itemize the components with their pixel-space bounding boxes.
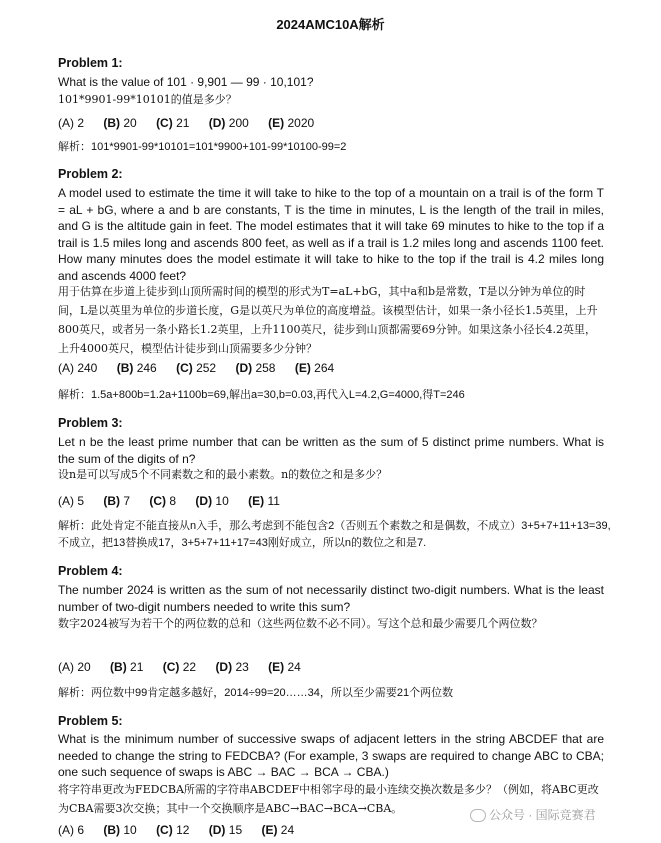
choice-b: (B) 7 — [103, 494, 131, 508]
choice-e: (E) 24 — [261, 823, 295, 837]
choice-c: (C) 21 — [156, 116, 190, 130]
problem-4-chinese: 数字2024被写为若干个的两位数的总和（这些两位数不必不同）。写这个总和最少需要几个两位数？ — [58, 617, 543, 630]
problem-3-heading: Problem 3: — [58, 416, 123, 430]
problem-4-english: The number 2024 is written as the sum of not necessarily distinct two-digit numbers. What is the least number of two-digit numbers needed to write this sum? — [58, 583, 604, 614]
choice-d: (D) 200 — [208, 116, 249, 130]
choice-a: (A) 6 — [58, 823, 85, 837]
problem-5-choices — [58, 823, 310, 837]
choice-c: (C) 22 — [162, 660, 197, 674]
problem-5-chinese: 将字符串更改为FEDCBA所需的字符串ABCDEF中相邻字母的最小连续交换次数是多少？（例如，将ABC更改为CBA需要3次交换；其中一个交换顺序是ABC→BAC→BCA→CBA。 — [58, 783, 599, 815]
choice-b: (B) 20 — [103, 116, 137, 130]
choice-d: (D) 23 — [215, 660, 249, 674]
choice-d: (D) 258 — [235, 361, 276, 375]
page-title: 2024AMC10A解析 — [276, 17, 385, 32]
problem-1-chinese: 101*9901-99*10101的值是多少？ — [58, 93, 237, 106]
choice-d: (D) 10 — [195, 494, 229, 508]
problem-2-chinese: 用于估算在步道上徒步到山顶所需时间的模型的形式为T=aL+bG，其中a和b是常数，T是以分钟为单位的时间，L是以英里为单位的步道长度，G是以英尺为单位的高度增益。该模型估计，如果一条小径长1.5英里，上升800英尺，或者另一条小路长1.2英里，上升1100英尺，徒步到山顶都需要69分钟。如果这条小径长4.2英里，上升4000英尺，模型估计徒步到山顶需要多少分钟？ — [58, 285, 598, 355]
problem-1-solution: 解析：101*9901-99*10101=101*9900+101-99*10100-99=2 — [58, 141, 347, 153]
choice-b: (B) 10 — [103, 823, 137, 837]
choice-a: (A) 240 — [58, 361, 98, 375]
choice-a: (A) 20 — [58, 660, 91, 674]
choice-b: (B) 246 — [116, 361, 157, 375]
choice-e: (E) 2020 — [268, 116, 315, 130]
choice-c: (C) 8 — [149, 494, 177, 508]
problem-4-solution: 解析：两位数中99肯定越多越好，2014÷99=20……34，所以至少需要21个两位数 — [58, 687, 454, 699]
choice-e: (E) 24 — [268, 660, 301, 674]
choice-a: (A) 5 — [58, 494, 85, 508]
problem-4-heading: Problem 4: — [58, 564, 123, 578]
problem-3-english: Let n be the least prime number that can be written as the sum of 5 distinct prime numbers. What is the sum of the digits of n? — [58, 435, 604, 466]
choice-c: (C) 12 — [156, 823, 190, 837]
choice-e: (E) 11 — [248, 494, 280, 508]
problem-4-choices — [58, 660, 317, 674]
problem-3-solution: 解析：此处肯定不能直接从n入手，那么考虑到不能包含2（否则五个素数之和是偶数，不成立）3+5+7+11+13=39,不成立，把13替换成17，3+5+7+11+17=43刚好成立，所以n的数位之和是7. — [58, 520, 611, 549]
problem-1-choices — [58, 116, 330, 130]
problem-5-english: What is the minimum number of successive swaps of adjacent letters in the string ABCDEF that are needed to change the string to FEDCBA? (For example, 3 swaps are required to change ABC to CBA; one such sequence of swaps is ABC → BAC → BCA → CBA.) — [58, 732, 604, 779]
wechat-icon — [470, 809, 486, 822]
problem-1-english: What is the value of 101 · 9,901 — 99 · 10,101? — [58, 75, 314, 89]
problem-5-heading: Problem 5: — [58, 714, 123, 728]
problem-2-solution: 解析：1.5a+800b=1.2a+1100b=69,解出a=30,b=0.03,再代入L=4.2,G=4000,得T=246 — [58, 389, 465, 401]
choice-e: (E) 264 — [294, 361, 335, 375]
choice-b: (B) 21 — [110, 660, 144, 674]
choice-c: (C) 252 — [176, 361, 217, 375]
watermark-text: 公众号 · 国际竞赛君 — [489, 808, 596, 822]
problem-3-chinese: 设n是可以写成5个不同素数之和的最小素数。n的数位之和是多少？ — [58, 468, 388, 481]
problem-2-english: A model used to estimate the time it will take to hike to the top of a mountain on a trail is of the form T = aL + bG, where a and b are constants, T is the time in minutes, L is the length of the trail in miles, and G is the altitude gain in feet. The model estimates that it will take 69 minutes to hike to the top if a trail is 1.5 miles long and ascends 800 feet, as well as if a trail is 1.2 miles long and ascends 1100 feet. How many minutes does the model estimate it will take to hike to the top if the trail is 4.2 miles long and ascends 4000 feet? — [58, 186, 604, 283]
problem-1-heading: Problem 1: — [58, 56, 123, 70]
choice-a: (A) 2 — [58, 116, 85, 130]
problem-2-heading: Problem 2: — [58, 167, 123, 181]
problem-3-choices — [58, 494, 296, 508]
choice-d: (D) 15 — [208, 823, 243, 837]
problem-2-choices — [58, 361, 350, 375]
watermark — [470, 806, 596, 823]
